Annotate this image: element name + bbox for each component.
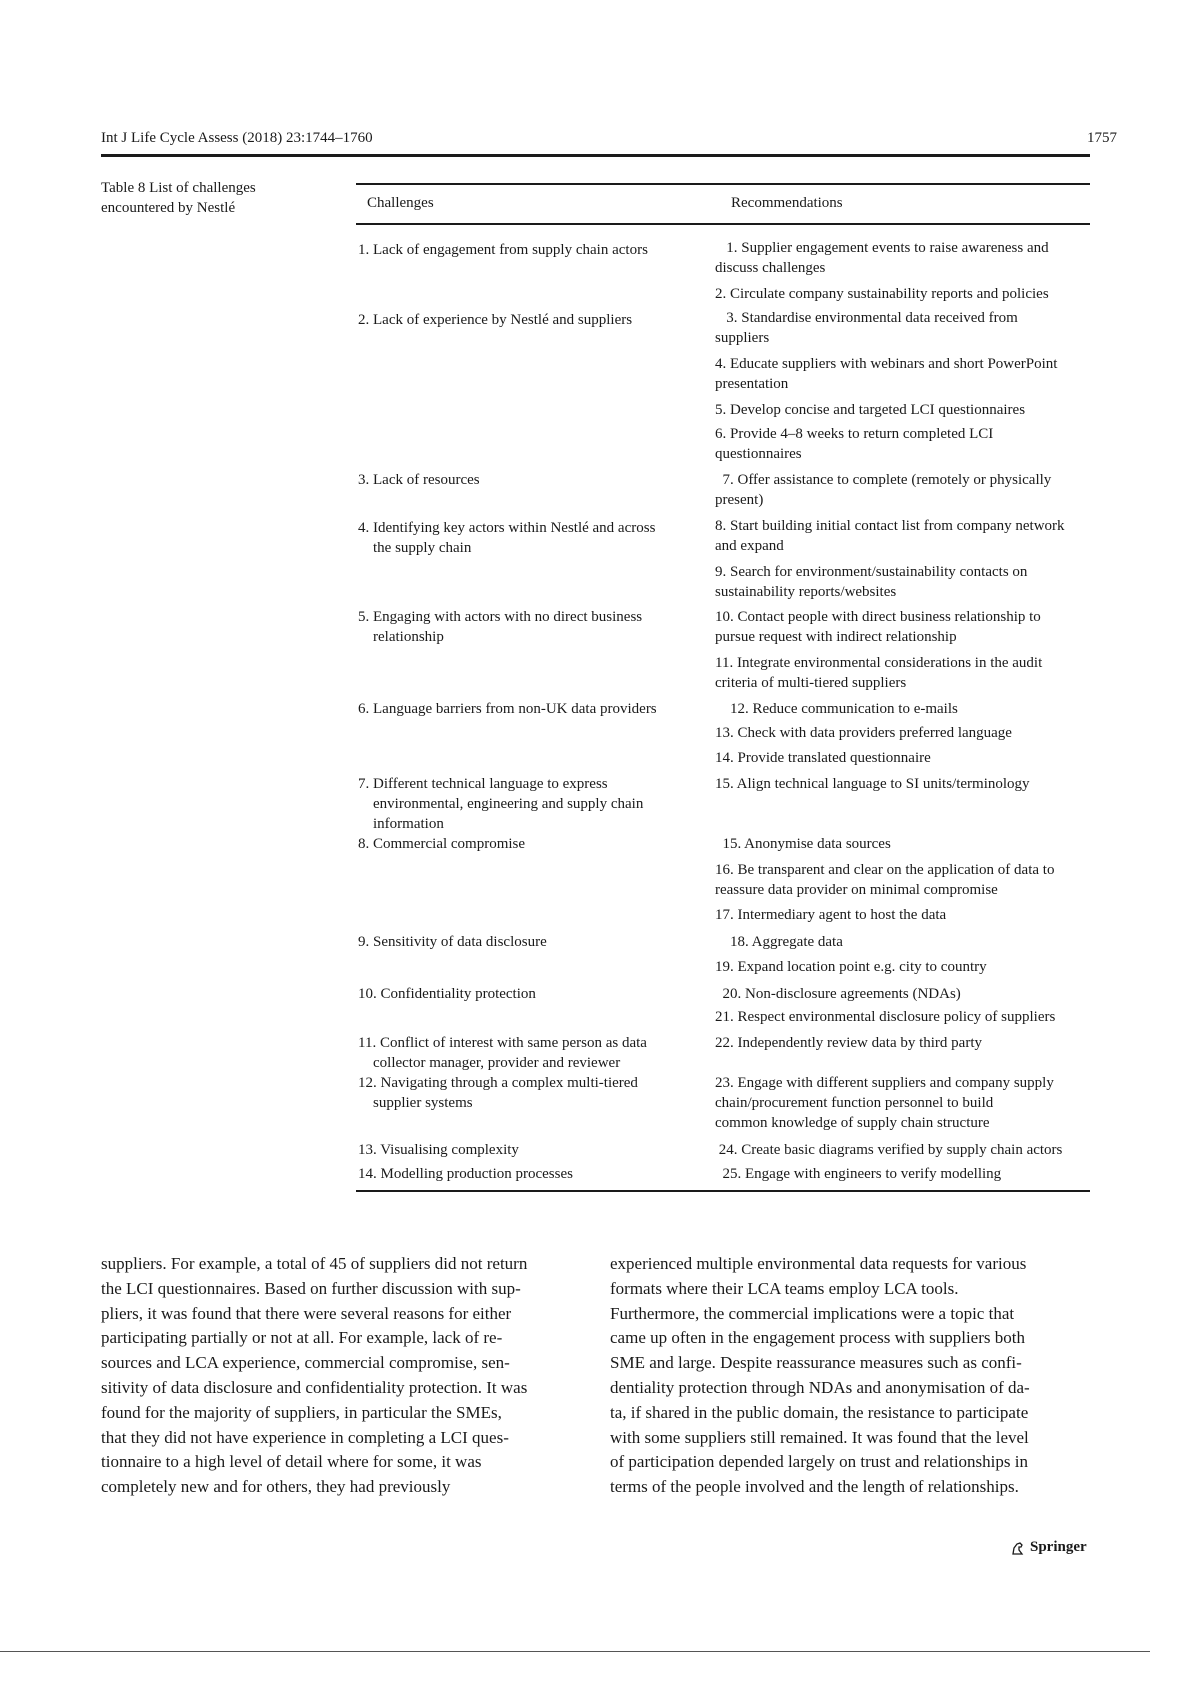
- recommendation-cell: 5. Develop concise and targeted LCI questionnaires: [715, 402, 1026, 418]
- publisher-logo: [1010, 1539, 1087, 1556]
- recommendation-cell: 4. Educate suppliers with webinars and short PowerPoint presentation: [715, 356, 1058, 392]
- body-line: with some suppliers still remained. It was found that the level: [610, 1427, 1029, 1447]
- bottom-rule: [0, 1651, 1150, 1652]
- recommendation-cell: 6. Provide 4–8 weeks to return completed LCI questionnaires: [715, 426, 994, 462]
- challenge-cell: 3. Lack of resources: [358, 472, 480, 488]
- column-header-recommendations: Recommendations: [731, 195, 843, 211]
- body-line: formats where their LCA teams employ LCA tools.: [610, 1278, 959, 1298]
- running-header-journal: Int J Life Cycle Assess (2018) 23:1744–1760: [101, 130, 373, 146]
- body-line: suppliers. For example, a total of 45 of suppliers did not return: [101, 1254, 528, 1273]
- body-line: completely new and for others, they had previously: [101, 1477, 451, 1497]
- page-number: 1757: [1087, 130, 1117, 146]
- body-line: sitivity of data disclosure and confidentiality protection. It was: [101, 1377, 528, 1397]
- recommendation-cell: 12. Reduce communication to e-mails: [715, 701, 958, 717]
- recommendation-cell: 15. Anonymise data sources: [715, 836, 891, 852]
- table-caption: Table 8 List of challenges encountered by Nestlé: [101, 180, 256, 216]
- body-line: came up often in the engagement process with suppliers both: [610, 1328, 1025, 1348]
- recommendation-cell: 25. Engage with engineers to verify modelling: [715, 1166, 1002, 1182]
- springer-horse-icon: [1010, 1540, 1026, 1556]
- challenge-cell: 10. Confidentiality protection: [358, 986, 536, 1002]
- recommendation-cell: 15. Align technical language to SI units/terminology: [715, 776, 1030, 792]
- recommendation-cell: 20. Non-disclosure agreements (NDAs): [715, 986, 961, 1002]
- column-header-challenges: Challenges: [367, 195, 434, 211]
- challenge-cell: 2. Lack of experience by Nestlé and suppliers: [358, 312, 633, 328]
- recommendation-cell: 18. Aggregate data: [715, 934, 843, 950]
- body-line: SME and large. Despite reassurance measures such as confi-: [610, 1353, 1022, 1373]
- body-column-right: [610, 1252, 1110, 1500]
- recommendation-cell: 23. Engage with different suppliers and company supply chain/procurement function personnel to build common knowledge of supply chain structure: [715, 1075, 1054, 1131]
- recommendation-cell: 17. Intermediary agent to host the data: [715, 907, 947, 923]
- recommendation-cell: 24. Create basic diagrams verified by supply chain actors: [715, 1142, 1063, 1158]
- recommendation-cell: 13. Check with data providers preferred language: [715, 725, 1012, 741]
- recommendation-cell: 9. Search for environment/sustainability contacts on sustainability reports/websites: [715, 564, 1028, 600]
- challenge-cell: 6. Language barriers from non-UK data providers: [358, 701, 657, 717]
- recommendation-cell: 7. Offer assistance to complete (remotely or physically present): [715, 472, 1052, 508]
- challenge-cell: 9. Sensitivity of data disclosure: [358, 934, 547, 950]
- challenge-cell: 4. Identifying key actors within Nestlé and across the supply chain: [358, 520, 656, 556]
- recommendation-cell: 14. Provide translated questionnaire: [715, 750, 931, 766]
- body-column-left: [101, 1252, 601, 1500]
- body-line: that they did not have experience in completing a LCI ques-: [101, 1427, 509, 1447]
- challenge-cell: 7. Different technical language to express environmental, engineering and supply chain information: [358, 776, 644, 832]
- recommendation-cell: 10. Contact people with direct business relationship to pursue request with indirect relationship: [715, 609, 1041, 645]
- recommendation-cell: 3. Standardise environmental data received from suppliers: [715, 310, 1018, 346]
- challenge-cell: 12. Navigating through a complex multi-tiered supplier systems: [358, 1075, 638, 1111]
- body-line: ta, if shared in the public domain, the resistance to participate: [610, 1402, 1029, 1422]
- body-line: experienced multiple environmental data requests for various: [610, 1254, 1027, 1273]
- body-line: tionnaire to a high level of detail where for some, it was: [101, 1452, 482, 1472]
- body-line: terms of the people involved and the length of relationships.: [610, 1477, 1019, 1497]
- body-line: pliers, it was found that there were several reasons for either: [101, 1303, 512, 1323]
- challenge-cell: 1. Lack of engagement from supply chain actors: [358, 242, 648, 258]
- challenge-cell: 13. Visualising complexity: [358, 1142, 519, 1158]
- recommendation-cell: 11. Integrate environmental considerations in the audit criteria of multi-tiered suppliers: [715, 655, 1043, 691]
- recommendation-cell: 8. Start building initial contact list from company network and expand: [715, 518, 1065, 554]
- body-line: dentiality protection through NDAs and anonymisation of da-: [610, 1377, 1030, 1397]
- challenge-cell: 11. Conflict of interest with same person as data collector manager, provider and reviewer: [358, 1035, 647, 1071]
- recommendation-cell: 2. Circulate company sustainability reports and policies: [715, 286, 1049, 302]
- recommendation-cell: 19. Expand location point e.g. city to country: [715, 959, 987, 975]
- body-line: the LCI questionnaires. Based on further discussion with sup-: [101, 1278, 521, 1298]
- challenge-cell: 8. Commercial compromise: [358, 836, 526, 852]
- body-line: participating partially or not at all. For example, lack of re-: [101, 1328, 503, 1348]
- recommendation-cell: 16. Be transparent and clear on the application of data to reassure data provider on minimal compromise: [715, 862, 1055, 898]
- table-bottom-rule: [356, 1190, 1090, 1192]
- body-line: Furthermore, the commercial implications were a topic that: [610, 1303, 1015, 1323]
- body-line: found for the majority of suppliers, in particular the SMEs,: [101, 1402, 502, 1422]
- table-header-rule: [356, 223, 1090, 225]
- body-line: of participation depended largely on trust and relationships in: [610, 1452, 1028, 1472]
- header-rule: [101, 154, 1090, 157]
- body-line: sources and LCA experience, commercial compromise, sen-: [101, 1353, 510, 1373]
- recommendation-cell: 21. Respect environmental disclosure policy of suppliers: [715, 1009, 1056, 1025]
- challenge-cell: 5. Engaging with actors with no direct business relationship: [358, 609, 643, 645]
- recommendation-cell: 1. Supplier engagement events to raise awareness and discuss challenges: [715, 240, 1049, 276]
- recommendation-cell: 22. Independently review data by third party: [715, 1035, 982, 1051]
- table-top-rule: [356, 183, 1090, 185]
- publisher-name: Springer: [1030, 1539, 1087, 1555]
- challenge-cell: 14. Modelling production processes: [358, 1166, 573, 1182]
